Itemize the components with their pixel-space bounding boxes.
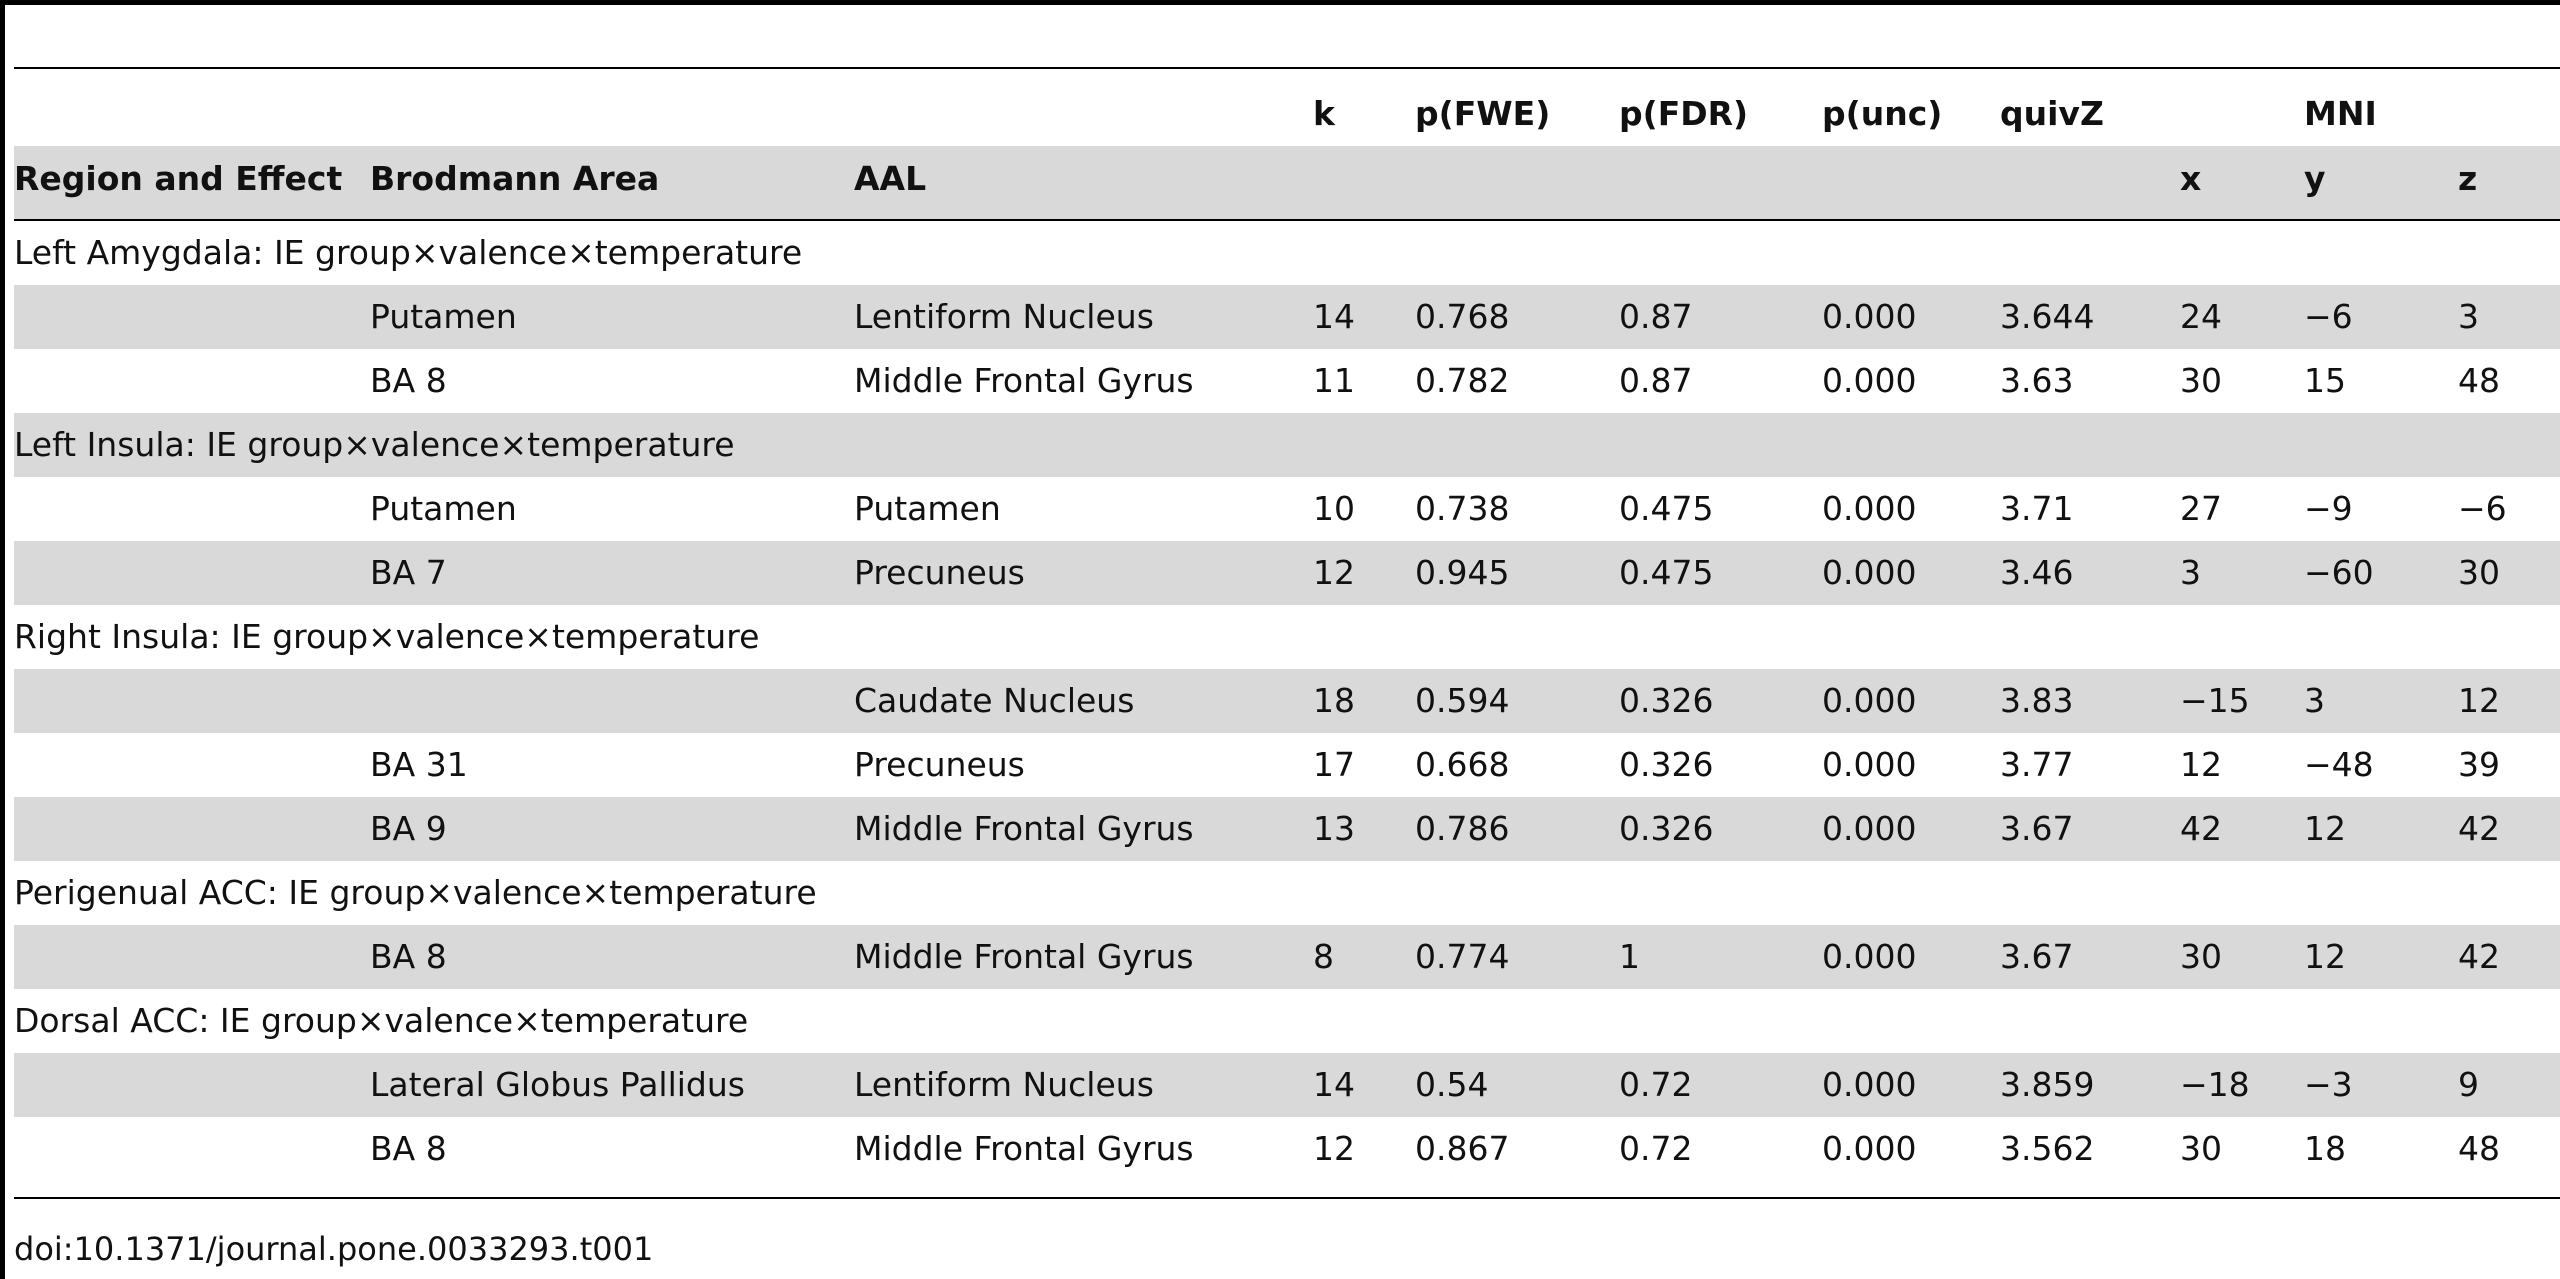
cell-quivz: 3.562 bbox=[2000, 1129, 2095, 1168]
cell-p-unc: 0.000 bbox=[1822, 553, 1917, 592]
cell-quivz: 3.644 bbox=[2000, 297, 2095, 336]
cell-k: 13 bbox=[1313, 809, 1355, 848]
header-row-bottom bbox=[14, 146, 2560, 219]
cell-y: −6 bbox=[2304, 297, 2353, 336]
table-row bbox=[14, 1117, 2560, 1181]
table-row bbox=[14, 349, 2560, 413]
cell-y: −3 bbox=[2304, 1065, 2353, 1104]
cell-x: −18 bbox=[2180, 1065, 2250, 1104]
cell-p-fdr: 0.72 bbox=[1619, 1129, 1693, 1168]
cell-y: −48 bbox=[2304, 745, 2374, 784]
cell-k: 10 bbox=[1313, 489, 1355, 528]
cell-quivz: 3.67 bbox=[2000, 809, 2074, 848]
cell-z: 42 bbox=[2458, 937, 2500, 976]
cell-brodmann: Putamen bbox=[370, 489, 517, 528]
doi-footnote: doi:10.1371/journal.pone.0033293.t001 bbox=[14, 1230, 654, 1268]
cell-x: 3 bbox=[2180, 553, 2201, 592]
cell-k: 12 bbox=[1313, 553, 1355, 592]
cell-p-fwe: 0.54 bbox=[1415, 1065, 1489, 1104]
header-x: x bbox=[2180, 159, 2202, 198]
table-row bbox=[14, 541, 2560, 605]
table-row bbox=[14, 669, 2560, 733]
top-border bbox=[0, 0, 2560, 5]
section-row-left-amygdala bbox=[14, 221, 2560, 285]
cell-p-fwe: 0.774 bbox=[1415, 937, 1510, 976]
cell-k: 8 bbox=[1313, 937, 1334, 976]
cell-z: 12 bbox=[2458, 681, 2500, 720]
header-k: k bbox=[1313, 94, 1335, 133]
table-row bbox=[14, 797, 2560, 861]
header-p-fdr: p(FDR) bbox=[1619, 94, 1749, 133]
header-mni: MNI bbox=[2304, 94, 2377, 133]
cell-y: −9 bbox=[2304, 489, 2353, 528]
cell-k: 12 bbox=[1313, 1129, 1355, 1168]
cell-p-unc: 0.000 bbox=[1822, 809, 1917, 848]
cell-p-fwe: 0.786 bbox=[1415, 809, 1510, 848]
cell-z: 30 bbox=[2458, 553, 2500, 592]
cell-brodmann: BA 7 bbox=[370, 553, 447, 592]
cell-z: 9 bbox=[2458, 1065, 2479, 1104]
cell-x: 30 bbox=[2180, 1129, 2222, 1168]
header-p-fwe: p(FWE) bbox=[1415, 94, 1551, 133]
cell-quivz: 3.83 bbox=[2000, 681, 2074, 720]
section-title: Right Insula: IE group×valence×temperature bbox=[14, 617, 760, 656]
cell-aal: Middle Frontal Gyrus bbox=[854, 1129, 1194, 1168]
cell-z: 42 bbox=[2458, 809, 2500, 848]
cell-aal: Caudate Nucleus bbox=[854, 681, 1135, 720]
header-quivz: quivZ bbox=[2000, 94, 2104, 133]
cell-x: 27 bbox=[2180, 489, 2222, 528]
table-row bbox=[14, 285, 2560, 349]
section-row-left-insula bbox=[14, 413, 2560, 477]
cell-p-fwe: 0.867 bbox=[1415, 1129, 1510, 1168]
cell-p-unc: 0.000 bbox=[1822, 745, 1917, 784]
cell-p-unc: 0.000 bbox=[1822, 361, 1917, 400]
section-row-perigenual-acc bbox=[14, 861, 2560, 925]
table-top-rule bbox=[14, 67, 2560, 69]
cell-z: 48 bbox=[2458, 1129, 2500, 1168]
cell-p-fwe: 0.782 bbox=[1415, 361, 1510, 400]
header-y: y bbox=[2304, 159, 2326, 198]
cell-p-fdr: 0.326 bbox=[1619, 745, 1714, 784]
header-aal: AAL bbox=[854, 159, 927, 198]
cell-p-fwe: 0.738 bbox=[1415, 489, 1510, 528]
cell-x: 30 bbox=[2180, 937, 2222, 976]
cell-k: 18 bbox=[1313, 681, 1355, 720]
left-border bbox=[0, 0, 5, 1279]
table-row bbox=[14, 925, 2560, 989]
header-region: Region and Effect bbox=[14, 159, 343, 198]
cell-z: 48 bbox=[2458, 361, 2500, 400]
cell-p-unc: 0.000 bbox=[1822, 937, 1917, 976]
cell-aal: Middle Frontal Gyrus bbox=[854, 937, 1194, 976]
header-row-top bbox=[14, 82, 2560, 146]
cell-y: 15 bbox=[2304, 361, 2346, 400]
section-title: Perigenual ACC: IE group×valence×temperature bbox=[14, 873, 817, 912]
cell-p-fwe: 0.594 bbox=[1415, 681, 1510, 720]
cell-p-unc: 0.000 bbox=[1822, 1065, 1917, 1104]
cell-p-fdr: 0.87 bbox=[1619, 361, 1693, 400]
section-title: Left Insula: IE group×valence×temperature bbox=[14, 425, 735, 464]
cell-aal: Precuneus bbox=[854, 745, 1025, 784]
cell-y: 18 bbox=[2304, 1129, 2346, 1168]
section-title: Left Amygdala: IE group×valence×temperature bbox=[14, 233, 803, 272]
cell-k: 14 bbox=[1313, 1065, 1355, 1104]
section-row-right-insula bbox=[14, 605, 2560, 669]
section-row-dorsal-acc bbox=[14, 989, 2560, 1053]
header-z: z bbox=[2458, 159, 2478, 198]
cell-aal: Precuneus bbox=[854, 553, 1025, 592]
cell-p-fdr: 0.475 bbox=[1619, 489, 1714, 528]
cell-brodmann: BA 31 bbox=[370, 745, 468, 784]
cell-quivz: 3.77 bbox=[2000, 745, 2074, 784]
cell-aal: Putamen bbox=[854, 489, 1001, 528]
header-brodmann: Brodmann Area bbox=[370, 159, 660, 198]
cell-x: 12 bbox=[2180, 745, 2222, 784]
cell-brodmann: BA 9 bbox=[370, 809, 447, 848]
cell-brodmann: BA 8 bbox=[370, 1129, 447, 1168]
cell-k: 11 bbox=[1313, 361, 1355, 400]
cell-quivz: 3.859 bbox=[2000, 1065, 2095, 1104]
cell-p-fdr: 1 bbox=[1619, 937, 1640, 976]
cell-x: −15 bbox=[2180, 681, 2250, 720]
cell-quivz: 3.71 bbox=[2000, 489, 2074, 528]
cell-aal: Middle Frontal Gyrus bbox=[854, 809, 1194, 848]
cell-z: 39 bbox=[2458, 745, 2500, 784]
cell-p-fwe: 0.945 bbox=[1415, 553, 1510, 592]
cell-y: −60 bbox=[2304, 553, 2374, 592]
cell-y: 12 bbox=[2304, 809, 2346, 848]
cell-quivz: 3.67 bbox=[2000, 937, 2074, 976]
cell-y: 12 bbox=[2304, 937, 2346, 976]
cell-x: 42 bbox=[2180, 809, 2222, 848]
table-row bbox=[14, 477, 2560, 541]
cell-brodmann: BA 8 bbox=[370, 937, 447, 976]
section-title: Dorsal ACC: IE group×valence×temperature bbox=[14, 1001, 749, 1040]
cell-z: 3 bbox=[2458, 297, 2479, 336]
cell-k: 17 bbox=[1313, 745, 1355, 784]
cell-z: −6 bbox=[2458, 489, 2507, 528]
cell-p-fdr: 0.326 bbox=[1619, 681, 1714, 720]
cell-aal: Middle Frontal Gyrus bbox=[854, 361, 1194, 400]
table-row bbox=[14, 733, 2560, 797]
cell-quivz: 3.63 bbox=[2000, 361, 2074, 400]
cell-x: 24 bbox=[2180, 297, 2222, 336]
cell-k: 14 bbox=[1313, 297, 1355, 336]
cell-p-unc: 0.000 bbox=[1822, 489, 1917, 528]
cell-brodmann: BA 8 bbox=[370, 361, 447, 400]
cell-brodmann: Lateral Globus Pallidus bbox=[370, 1065, 745, 1104]
cell-y: 3 bbox=[2304, 681, 2325, 720]
cell-p-fdr: 0.326 bbox=[1619, 809, 1714, 848]
cell-quivz: 3.46 bbox=[2000, 553, 2074, 592]
cell-p-fwe: 0.668 bbox=[1415, 745, 1510, 784]
cell-p-fwe: 0.768 bbox=[1415, 297, 1510, 336]
cell-aal: Lentiform Nucleus bbox=[854, 297, 1154, 336]
cell-brodmann: Putamen bbox=[370, 297, 517, 336]
cell-x: 30 bbox=[2180, 361, 2222, 400]
cell-p-fdr: 0.475 bbox=[1619, 553, 1714, 592]
cell-aal: Lentiform Nucleus bbox=[854, 1065, 1154, 1104]
header-p-unc: p(unc) bbox=[1822, 94, 1943, 133]
cell-p-unc: 0.000 bbox=[1822, 1129, 1917, 1168]
cell-p-fdr: 0.87 bbox=[1619, 297, 1693, 336]
cell-p-unc: 0.000 bbox=[1822, 297, 1917, 336]
cell-p-unc: 0.000 bbox=[1822, 681, 1917, 720]
table-bottom-rule bbox=[14, 1197, 2560, 1199]
table-row bbox=[14, 1053, 2560, 1117]
cell-p-fdr: 0.72 bbox=[1619, 1065, 1693, 1104]
